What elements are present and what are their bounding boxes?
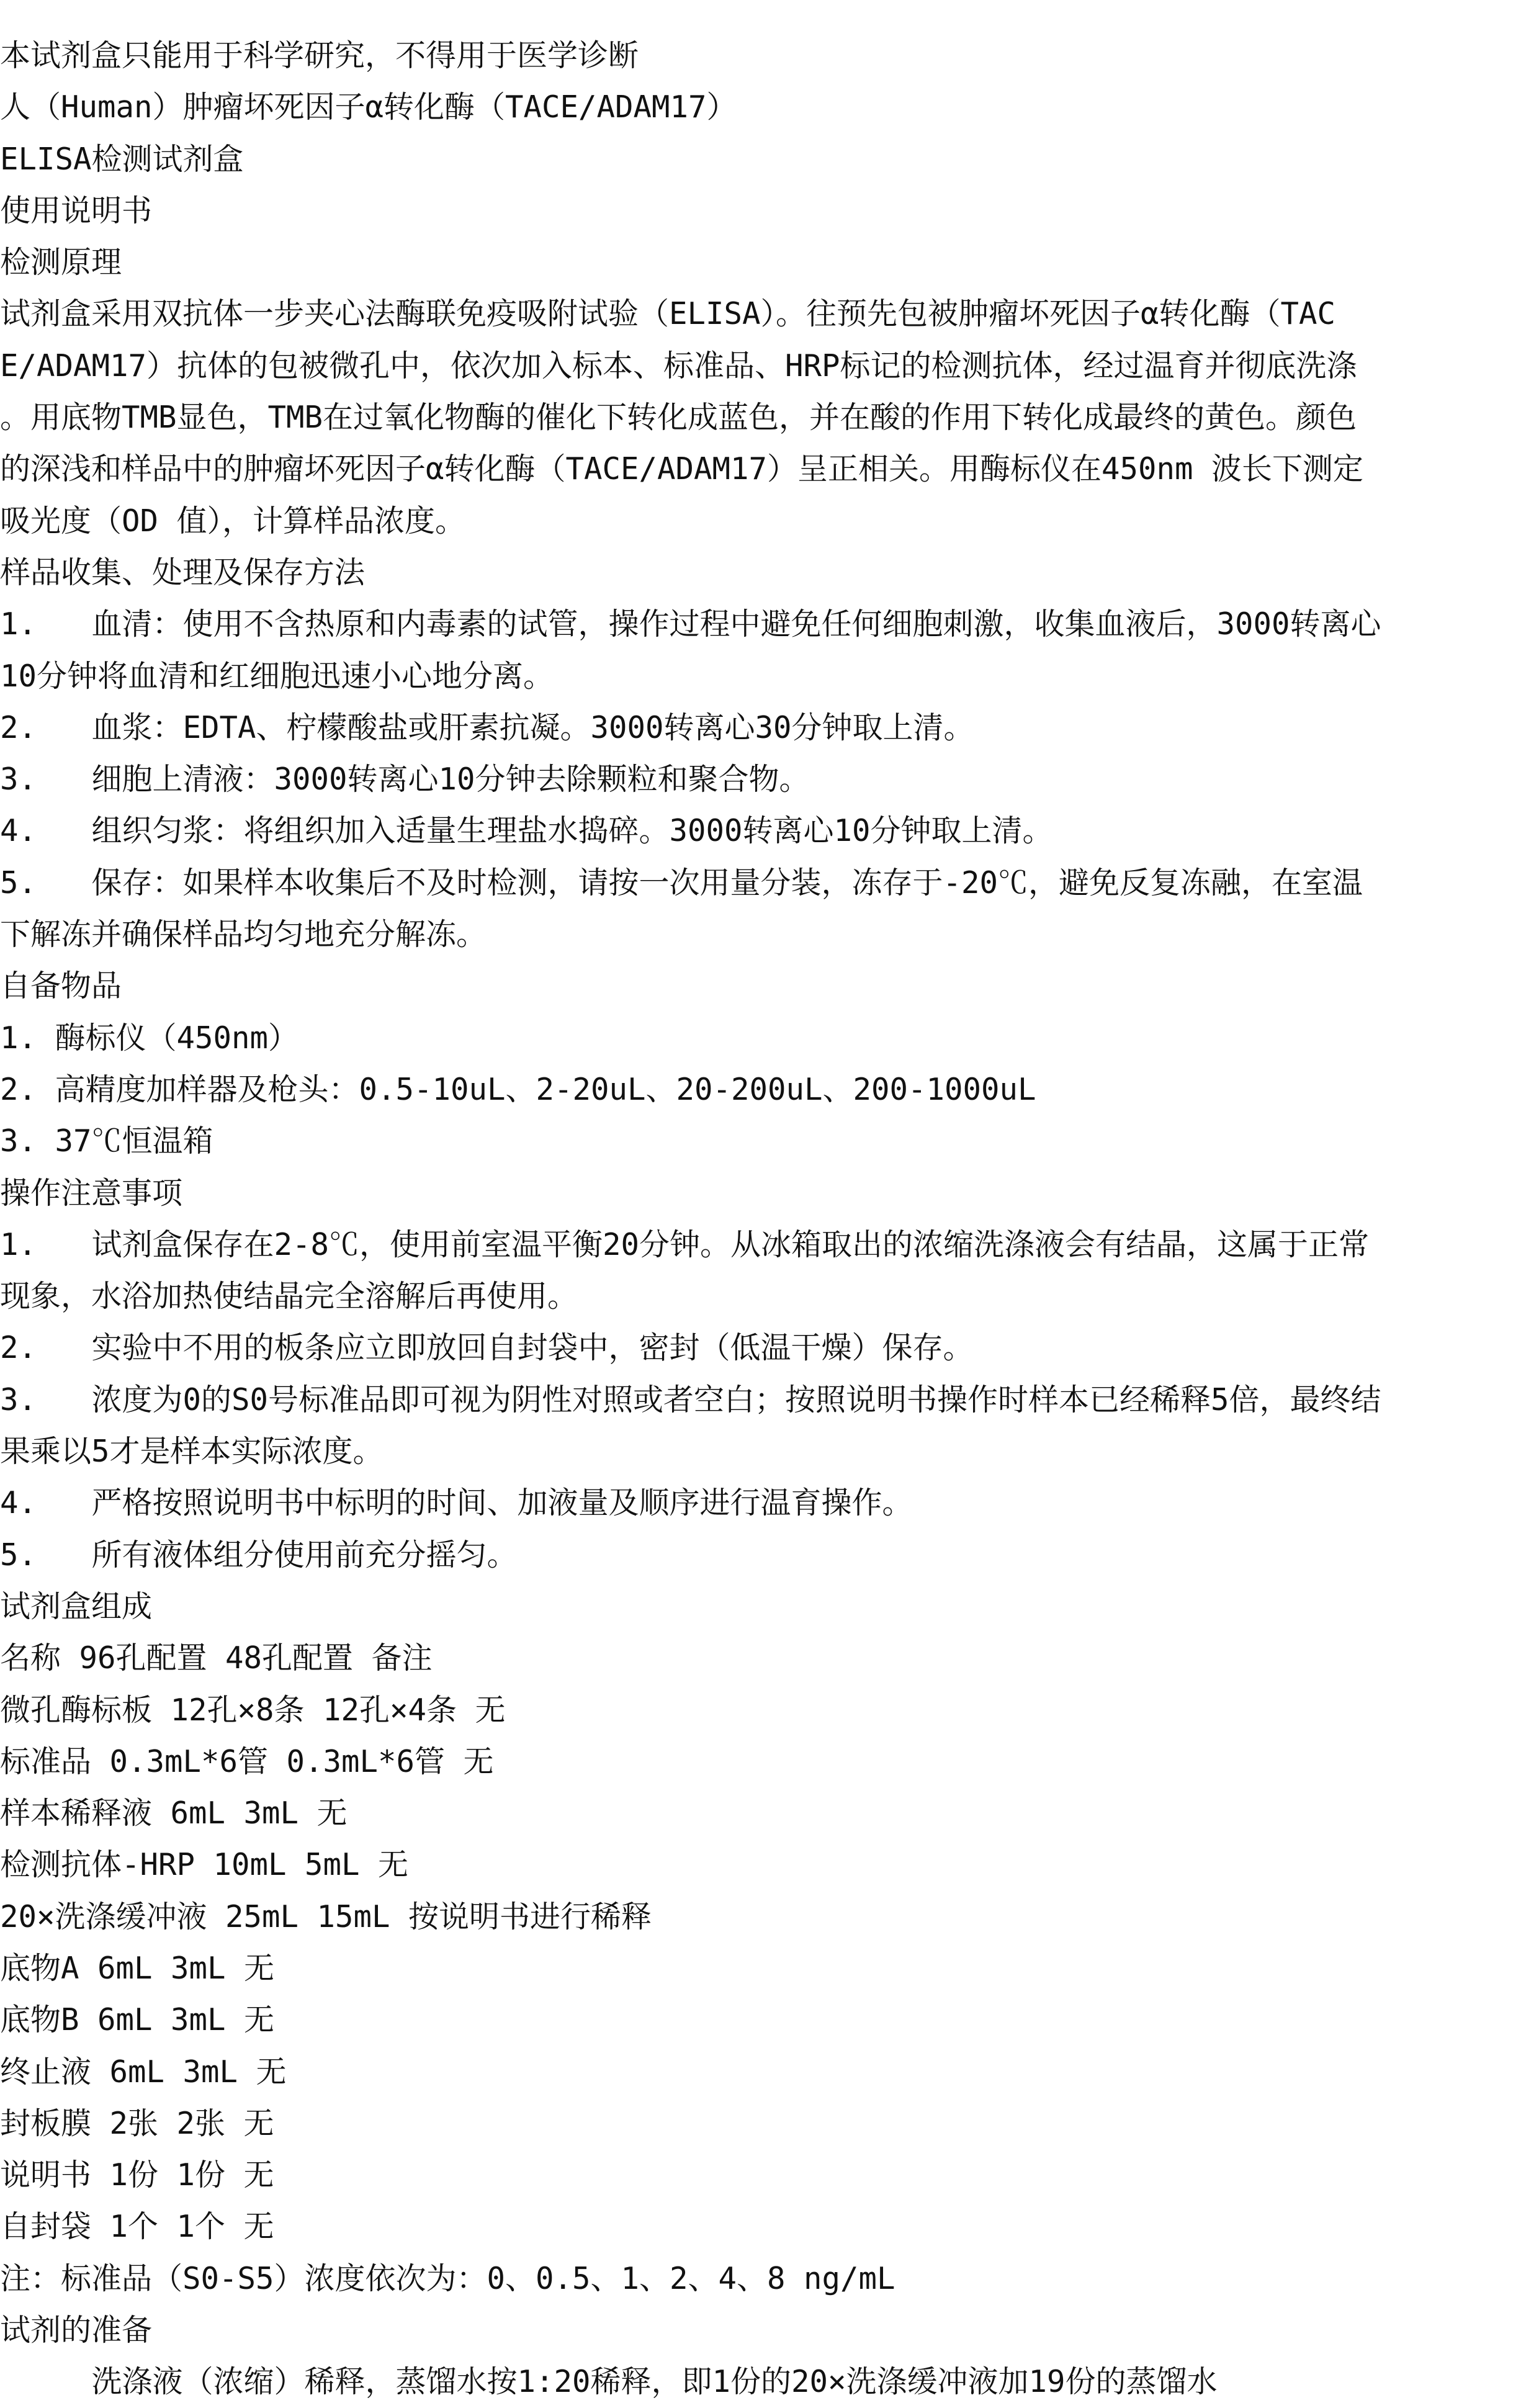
text-line: 样品收集、处理及保存方法 [0, 554, 366, 590]
text-line: 果乘以5才是样本实际浓度。 [0, 1434, 384, 1470]
text-line: 说明书 1份 1份 无 [0, 2157, 274, 2193]
text-line: 操作注意事项 [0, 1175, 183, 1211]
text-line: 底物A 6mL 3mL 无 [0, 1950, 275, 1986]
text-line: 3. 浓度为0的S0号标准品即可视为阴性对照或者空白；按照说明书操作时样本已经稀释5倍，最终结 [0, 1381, 1381, 1417]
text-line: 。用底物TMB显色，TMB在过氧化物酶的催化下转化成蓝色，并在酸的作用下转化成最终的黄色。颜色 [0, 400, 1357, 436]
text-line: 4. 严格按照说明书中标明的时间、加液量及顺序进行温育操作。 [0, 1485, 913, 1521]
text-line: 注：标准品（S0-S5）浓度依次为：0、0.5、1、2、4、8 ng/mL [0, 2260, 895, 2296]
text-line: 1. 酶标仪（450nm） [0, 1020, 299, 1056]
text-line: 1. 血清：使用不含热原和内毒素的试管，操作过程中避免任何细胞刺激，收集血液后，3000转离心 [0, 606, 1381, 642]
text-line: 的深浅和样品中的肿瘤坏死因子α转化酶（TACE/ADAM17）呈正相关。用酶标仪在450nm 波长下测定 [0, 451, 1364, 487]
text-line: 吸光度（OD 值），计算样品浓度。 [0, 503, 466, 539]
text-line: 5. 保存：如果样本收集后不及时检测，请按一次用量分装，冻存于-20℃，避免反复冻融，在室温 [0, 865, 1363, 901]
text-line: 名称 96孔配置 48孔配置 备注 [0, 1640, 433, 1676]
text-line: 10分钟将血清和红细胞迅速小心地分离。 [0, 658, 554, 694]
text-line: 2. 实验中不用的板条应立即放回自封袋中，密封（低温干燥）保存。 [0, 1330, 974, 1366]
text-line: 终止液 6mL 3mL 无 [0, 2054, 287, 2090]
text-line: ELISA检测试剂盒 [0, 141, 244, 177]
text-line: 标准品 0.3mL*6管 0.3mL*6管 无 [0, 1743, 494, 1779]
text-line: 样本稀释液 6mL 3mL 无 [0, 1795, 348, 1831]
text-line: 检测抗体-HRP 10mL 5mL 无 [0, 1847, 409, 1883]
text-line: 底物B 6mL 3mL 无 [0, 2002, 275, 2038]
text-line: 洗涤液（浓缩）稀释，蒸馏水按1:20稀释，即1份的20×洗涤缓冲液加19份的蒸馏水 [0, 2364, 1218, 2400]
text-line: 3. 细胞上清液：3000转离心10分钟去除颗粒和聚合物。 [0, 761, 810, 797]
text-line: 3. 37℃恒温箱 [0, 1123, 213, 1159]
text-line: 微孔酶标板 12孔×8条 12孔×4条 无 [0, 1692, 506, 1728]
text-line: 检测原理 [0, 245, 122, 281]
text-line: 自备物品 [0, 968, 122, 1004]
text-line: 自封袋 1个 1个 无 [0, 2209, 274, 2245]
text-line: 试剂盒组成 [0, 1588, 153, 1624]
text-line: 20×洗涤缓冲液 25mL 15mL 按说明书进行稀释 [0, 1898, 652, 1934]
document-body [0, 30, 1533, 2400]
text-line: 试剂盒采用双抗体一步夹心法酶联免疫吸附试验（ELISA）。往预先包被肿瘤坏死因子α转化酶（TAC [0, 296, 1336, 332]
text-line: 封板膜 2张 2张 无 [0, 2105, 274, 2141]
text-line: 5. 所有液体组分使用前充分摇匀。 [0, 1537, 518, 1573]
text-line: 试剂的准备 [0, 2312, 153, 2348]
text-line: 使用说明书 [0, 192, 153, 228]
text-line: 现象，水浴加热使结晶完全溶解后再使用。 [0, 1278, 578, 1314]
text-line: 1. 试剂盒保存在2-8℃，使用前室温平衡20分钟。从冰箱取出的浓缩洗涤液会有结晶，这属于正常 [0, 1226, 1370, 1262]
text-line: 下解冻并确保样品均匀地充分解冻。 [0, 917, 487, 953]
text-line: 2. 高精度加样器及枪头：0.5-10uL、2-20uL、20-200uL、200-1000uL [0, 1071, 1036, 1107]
text-line: 4. 组织匀浆：将组织加入适量生理盐水捣碎。3000转离心10分钟取上清。 [0, 813, 1053, 849]
text-line: 人（Human）肿瘤坏死因子α转化酶（TACE/ADAM17） [0, 89, 737, 125]
text-line: 2. 血浆：EDTA、柠檬酸盐或肝素抗凝。3000转离心30分钟取上清。 [0, 709, 974, 745]
text-line: 本试剂盒只能用于科学研究，不得用于医学诊断 [0, 38, 639, 73]
text-line: E/ADAM17）抗体的包被微孔中，依次加入标本、标准品、HRP标记的检测抗体，经过温育并彻底洗涤 [0, 348, 1357, 384]
